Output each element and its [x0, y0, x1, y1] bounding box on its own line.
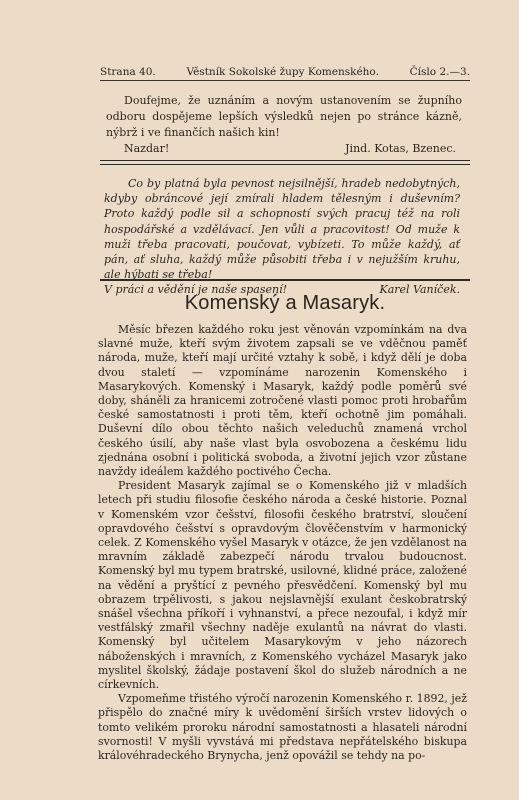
issue-number: Číslo 2.—3. — [409, 66, 470, 78]
intro-sign-row — [106, 141, 462, 157]
section-divider — [100, 279, 470, 281]
intro-paragraph: Doufejme, že uznáním a novým ustanovením se župního odboru dospějeme lepších výsledků nejen po stránce kázně, nýbrž i ve finančích našich kin! — [106, 94, 462, 139]
running-header — [100, 66, 470, 78]
quote-paragraph: Co by platná byla pevnost nejsilnější, hradeb nedobytných, kdyby obráncové její zmírali hladem tělesným i duševním? Proto každý podle sil a schopností svých pracuj též na roli hospodářské a vzdělávací. Jen vůli a pracovitost! Od muže k muži třeba pracovati, poučovat, vybízeti. To může každý, ať pán, ať sluha, každý může působiti třeba i v nejužším kruhu, ale hýbati se třeba! — [104, 177, 460, 282]
intro-signature: Jind. Kotas, Bzenec. — [345, 142, 456, 155]
intro-greeting: Nazdar! — [124, 142, 170, 155]
article-body — [98, 323, 467, 763]
quote-closing: V práci a vědění je naše spasení! — [104, 283, 288, 297]
intro-section — [106, 93, 462, 157]
quote-author: Karel Vaníček. — [379, 283, 460, 297]
header-rule — [100, 80, 470, 81]
page-number: Strana 40. — [100, 66, 156, 78]
double-divider — [100, 160, 470, 165]
article-paragraph: President Masaryk zajímal se o Komenského již v mladších letech při studiu filosofie českého národa a české historie. Poznal v Komenském vzor češství, filosofii českého bratrství, sloučení opravdového češství s opravdovým člověčenstvím v harmonický celek. Z Komenského vyšel Masaryk v otázce, že jen vzdělanost na mravním základě zabezpečí národu trvalou budoucnost. Komenský byl mu typem bratrské, usilovné, klidné práce, založené na vědění a pryštící z pevného přesvědčení. Komenský byl mu obrazem trpělivosti, s jakou nejslavnější exulant českobratrský snášel všechna příkoří i vyhnanství, a přece nezoufal, i když mír vestfálský zmařil všechny naděje exulantů na návrat do vlasti. Komenský byl učitelem Masarykovým v jeho názorech náboženských i mravních, z Komenského vycházel Masaryk jako myslitel školský, žádaje postavení škol do služeb národních a ne církevních. — [98, 479, 467, 692]
article-title: Komenský a Masaryk. — [184, 292, 386, 314]
article-paragraph: Měsíc březen každého roku jest věnován vzpomínkám na dva slavné muže, kteří svým životem zapsali se ve vděčnou paměť národa, muže, kteří mají určité vztahy k sobě, i když dělí je doba dvou staletí — vzpomínáme narozenin Komenského i Masarykových. Komenský i Masaryk, každý podle poměrů své doby, sháněli za hranicemi zotročené vlasti pomoc proti hrobařům české samostatnosti i proti těm, kteří ochotně jim pomáhali. Duševní dílo obou těchto našich veleduchů znamená vrchol českého úsilí, aby naše vlast byla osvobozena a českému lidu zjednána osobní i politická svoboda, a životní jejich vzor zůstane navždy ideálem každého poctivého Čecha. — [98, 323, 467, 479]
article-paragraph: Vzpomeňme třistého výročí narozenin Komenského r. 1892, jež přispělo do značné míry k uvědomění širších vrstev lidových o tomto velikém proroku národní samostatnosti a hlasateli národní svornosti! V myšli vyvstává mi představa nepřátelského biskupa královéhradeckého Brynycha, jenž opovážil se tehdy na po- — [98, 692, 467, 763]
journal-title: Věstník Sokolské župy Komenského. — [186, 66, 379, 78]
